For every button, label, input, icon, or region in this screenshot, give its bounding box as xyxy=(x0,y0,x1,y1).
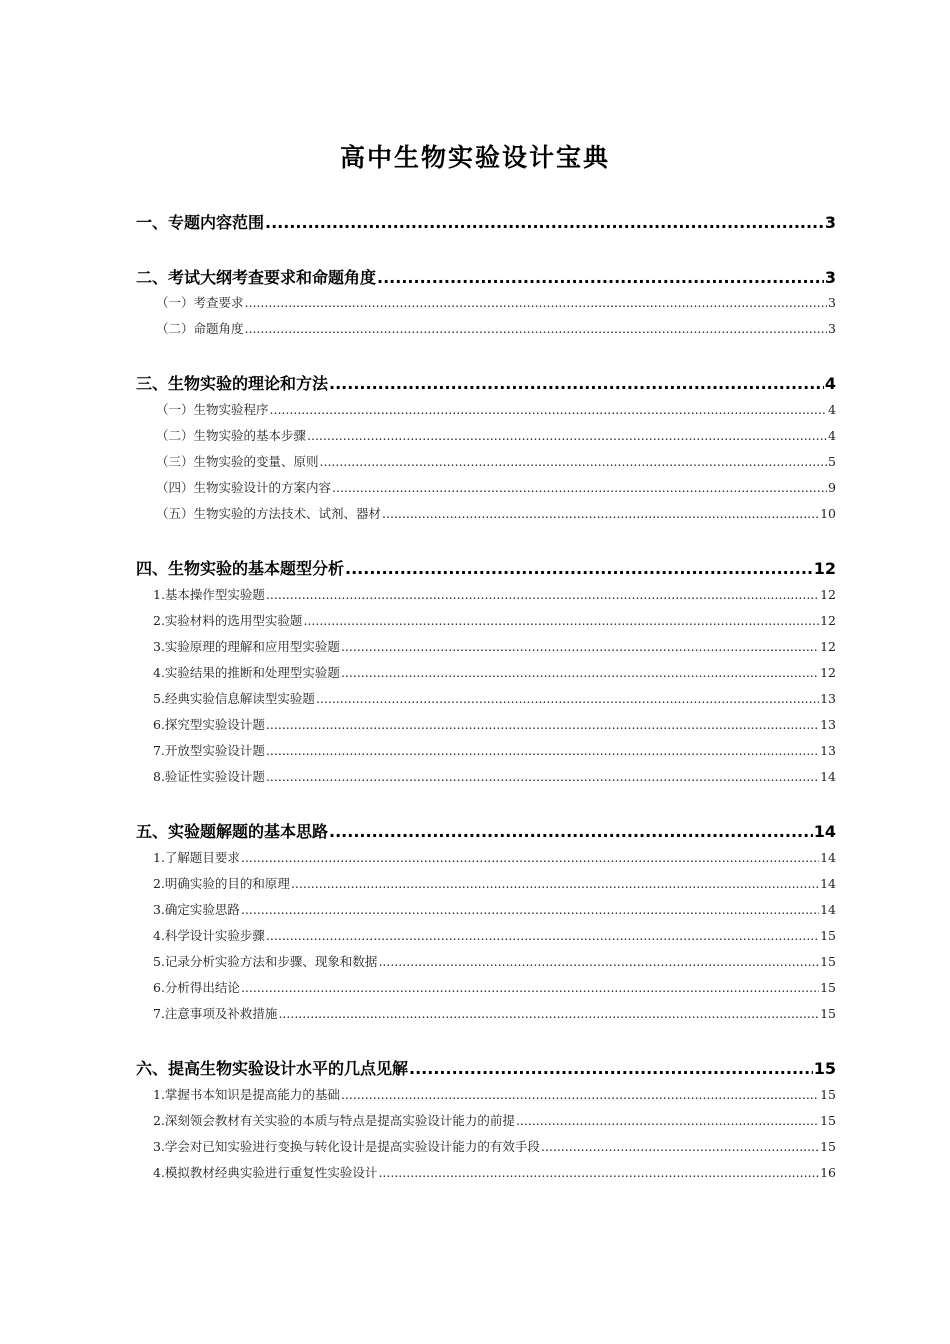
toc-label: 五、实验题解题的基本思路 xyxy=(136,822,329,841)
toc-entry[interactable] xyxy=(136,952,836,970)
dot-leader xyxy=(341,1087,819,1102)
toc-label: 1.基本操作型实验题 xyxy=(153,587,265,602)
dot-leader xyxy=(245,295,828,310)
toc-label: 二、考试大纲考查要求和命题角度 xyxy=(136,268,377,287)
toc-label: 4.模拟教材经典实验进行重复性实验设计 xyxy=(153,1165,378,1180)
toc-label: 8.验证性实验设计题 xyxy=(153,769,265,784)
toc-heading[interactable] xyxy=(136,1056,836,1079)
toc-label: 六、提高生物实验设计水平的几点见解 xyxy=(136,1059,409,1078)
toc-page-number: 12 xyxy=(820,639,836,654)
dot-leader xyxy=(303,613,819,628)
toc-entry[interactable] xyxy=(136,689,836,707)
toc-label: 5.经典实验信息解读型实验题 xyxy=(153,691,315,706)
page-title: 高中生物实验设计宝典 xyxy=(339,143,610,172)
toc-label: （五）生物实验的方法技术、试剂、器材 xyxy=(156,506,382,521)
toc-page-number: 3 xyxy=(824,268,836,287)
toc-page-number: 10 xyxy=(820,506,836,521)
dot-leader xyxy=(329,822,813,841)
toc-page-number: 15 xyxy=(820,1006,836,1021)
dot-leader xyxy=(409,1059,813,1078)
toc-label: 1.了解题目要求 xyxy=(153,850,240,865)
toc-label: （四）生物实验设计的方案内容 xyxy=(156,480,332,495)
toc-page-number: 3 xyxy=(828,321,836,336)
toc-page-number: 14 xyxy=(813,822,836,841)
dot-leader xyxy=(266,717,819,732)
toc-heading[interactable] xyxy=(136,819,836,842)
toc-page-number: 16 xyxy=(820,1165,836,1180)
dot-leader xyxy=(266,769,819,784)
dot-leader xyxy=(241,902,819,917)
dot-leader xyxy=(320,454,828,469)
dot-leader xyxy=(516,1113,819,1128)
toc-label: （三）生物实验的变量、原则 xyxy=(156,454,319,469)
toc-entry[interactable] xyxy=(136,293,836,311)
dot-leader xyxy=(382,506,819,521)
toc-label: 3.实验原理的理解和应用型实验题 xyxy=(153,639,340,654)
toc-entry[interactable] xyxy=(136,1163,836,1181)
dot-leader xyxy=(241,850,819,865)
toc-page-number: 4 xyxy=(828,402,836,417)
toc-page-number: 3 xyxy=(824,213,836,232)
dot-leader xyxy=(316,691,819,706)
toc-entry[interactable] xyxy=(136,585,836,603)
toc-page-number: 4 xyxy=(824,374,836,393)
toc-page-number: 12 xyxy=(820,613,836,628)
toc-entry[interactable] xyxy=(136,400,836,418)
toc-label: 三、生物实验的理论和方法 xyxy=(136,374,329,393)
toc-label: 2.明确实验的目的和原理 xyxy=(153,876,290,891)
toc-label: 2.深刻领会教材有关实验的本质与特点是提高实验设计能力的前提 xyxy=(153,1113,515,1128)
toc-heading[interactable] xyxy=(136,210,836,233)
toc-entry[interactable] xyxy=(136,715,836,733)
dot-leader xyxy=(541,1139,819,1154)
toc-label: （一）考查要求 xyxy=(156,295,244,310)
toc-entry[interactable] xyxy=(136,874,836,892)
toc-entry[interactable] xyxy=(136,637,836,655)
dot-leader xyxy=(345,559,813,578)
toc-entry[interactable] xyxy=(136,926,836,944)
toc-page-number: 15 xyxy=(813,1059,836,1078)
toc-page-number: 15 xyxy=(820,1139,836,1154)
dot-leader xyxy=(341,665,819,680)
toc-page-number: 13 xyxy=(820,743,836,758)
toc-entry[interactable] xyxy=(136,478,836,496)
dot-leader xyxy=(278,1006,819,1021)
toc-entry[interactable] xyxy=(136,741,836,759)
toc-label: 一、专题内容范围 xyxy=(136,213,265,232)
toc-label: 3.确定实验思路 xyxy=(153,902,240,917)
toc-entry[interactable] xyxy=(136,900,836,918)
toc-entry[interactable] xyxy=(136,426,836,444)
toc-label: 5.记录分析实验方法和步骤、现象和数据 xyxy=(153,954,378,969)
toc-entry[interactable] xyxy=(136,1111,836,1129)
toc-page-number: 9 xyxy=(828,480,836,495)
toc-label: 四、生物实验的基本题型分析 xyxy=(136,559,345,578)
toc-page-number: 14 xyxy=(820,850,836,865)
toc-page-number: 12 xyxy=(813,559,836,578)
toc-page-number: 15 xyxy=(820,1113,836,1128)
toc-entry[interactable] xyxy=(136,978,836,996)
toc-label: 2.实验材料的选用型实验题 xyxy=(153,613,303,628)
toc-label: （一）生物实验程序 xyxy=(156,402,269,417)
toc-label: 4.科学设计实验步骤 xyxy=(153,928,265,943)
toc-heading[interactable] xyxy=(136,371,836,394)
toc-heading[interactable] xyxy=(136,265,836,288)
toc-page-number: 15 xyxy=(820,1087,836,1102)
toc-label: 4.实验结果的推断和处理型实验题 xyxy=(153,665,340,680)
toc-page-number: 12 xyxy=(820,587,836,602)
toc-label: 7.开放型实验设计题 xyxy=(153,743,265,758)
dot-leader xyxy=(307,428,827,443)
toc-label: （二）命题角度 xyxy=(156,321,244,336)
toc-page-number: 13 xyxy=(820,691,836,706)
toc-entry[interactable] xyxy=(136,1085,836,1103)
toc-heading[interactable] xyxy=(136,556,836,579)
toc-page-number: 14 xyxy=(820,876,836,891)
toc-entry[interactable] xyxy=(136,767,836,785)
dot-leader xyxy=(245,321,828,336)
dot-leader xyxy=(265,213,824,232)
toc-page-number: 15 xyxy=(820,928,836,943)
toc-entry[interactable] xyxy=(136,611,836,629)
toc-page-number: 15 xyxy=(820,980,836,995)
dot-leader xyxy=(377,268,824,287)
dot-leader xyxy=(266,587,819,602)
toc-label: 6.分析得出结论 xyxy=(153,980,240,995)
dot-leader xyxy=(291,876,819,891)
dot-leader xyxy=(266,928,819,943)
dot-leader xyxy=(378,1165,819,1180)
dot-leader xyxy=(329,374,824,393)
toc-page-number: 5 xyxy=(828,454,836,469)
dot-leader xyxy=(332,480,827,495)
toc-page-number: 15 xyxy=(820,954,836,969)
toc-label: 6.探究型实验设计题 xyxy=(153,717,265,732)
toc-entry[interactable] xyxy=(136,663,836,681)
toc-page-number: 4 xyxy=(828,428,836,443)
toc-page-number: 12 xyxy=(820,665,836,680)
toc-page-number: 14 xyxy=(820,769,836,784)
dot-leader xyxy=(341,639,819,654)
dot-leader xyxy=(266,743,819,758)
toc-entry[interactable] xyxy=(136,319,836,337)
toc-entry[interactable] xyxy=(136,504,836,522)
toc-page-number: 3 xyxy=(828,295,836,310)
toc-label: 7.注意事项及补救措施 xyxy=(153,1006,278,1021)
toc-entry[interactable] xyxy=(136,848,836,866)
toc-label: 3.学会对已知实验进行变换与转化设计是提高实验设计能力的有效手段 xyxy=(153,1139,540,1154)
toc-entry[interactable] xyxy=(136,1137,836,1155)
toc-entry[interactable] xyxy=(136,452,836,470)
toc-page-number: 13 xyxy=(820,717,836,732)
toc-label: （二）生物实验的基本步骤 xyxy=(156,428,307,443)
dot-leader xyxy=(270,402,828,417)
dot-leader xyxy=(241,980,819,995)
toc-page-number: 14 xyxy=(820,902,836,917)
toc-entry[interactable] xyxy=(136,1004,836,1022)
dot-leader xyxy=(378,954,819,969)
toc-label: 1.掌握书本知识是提高能力的基础 xyxy=(153,1087,340,1102)
